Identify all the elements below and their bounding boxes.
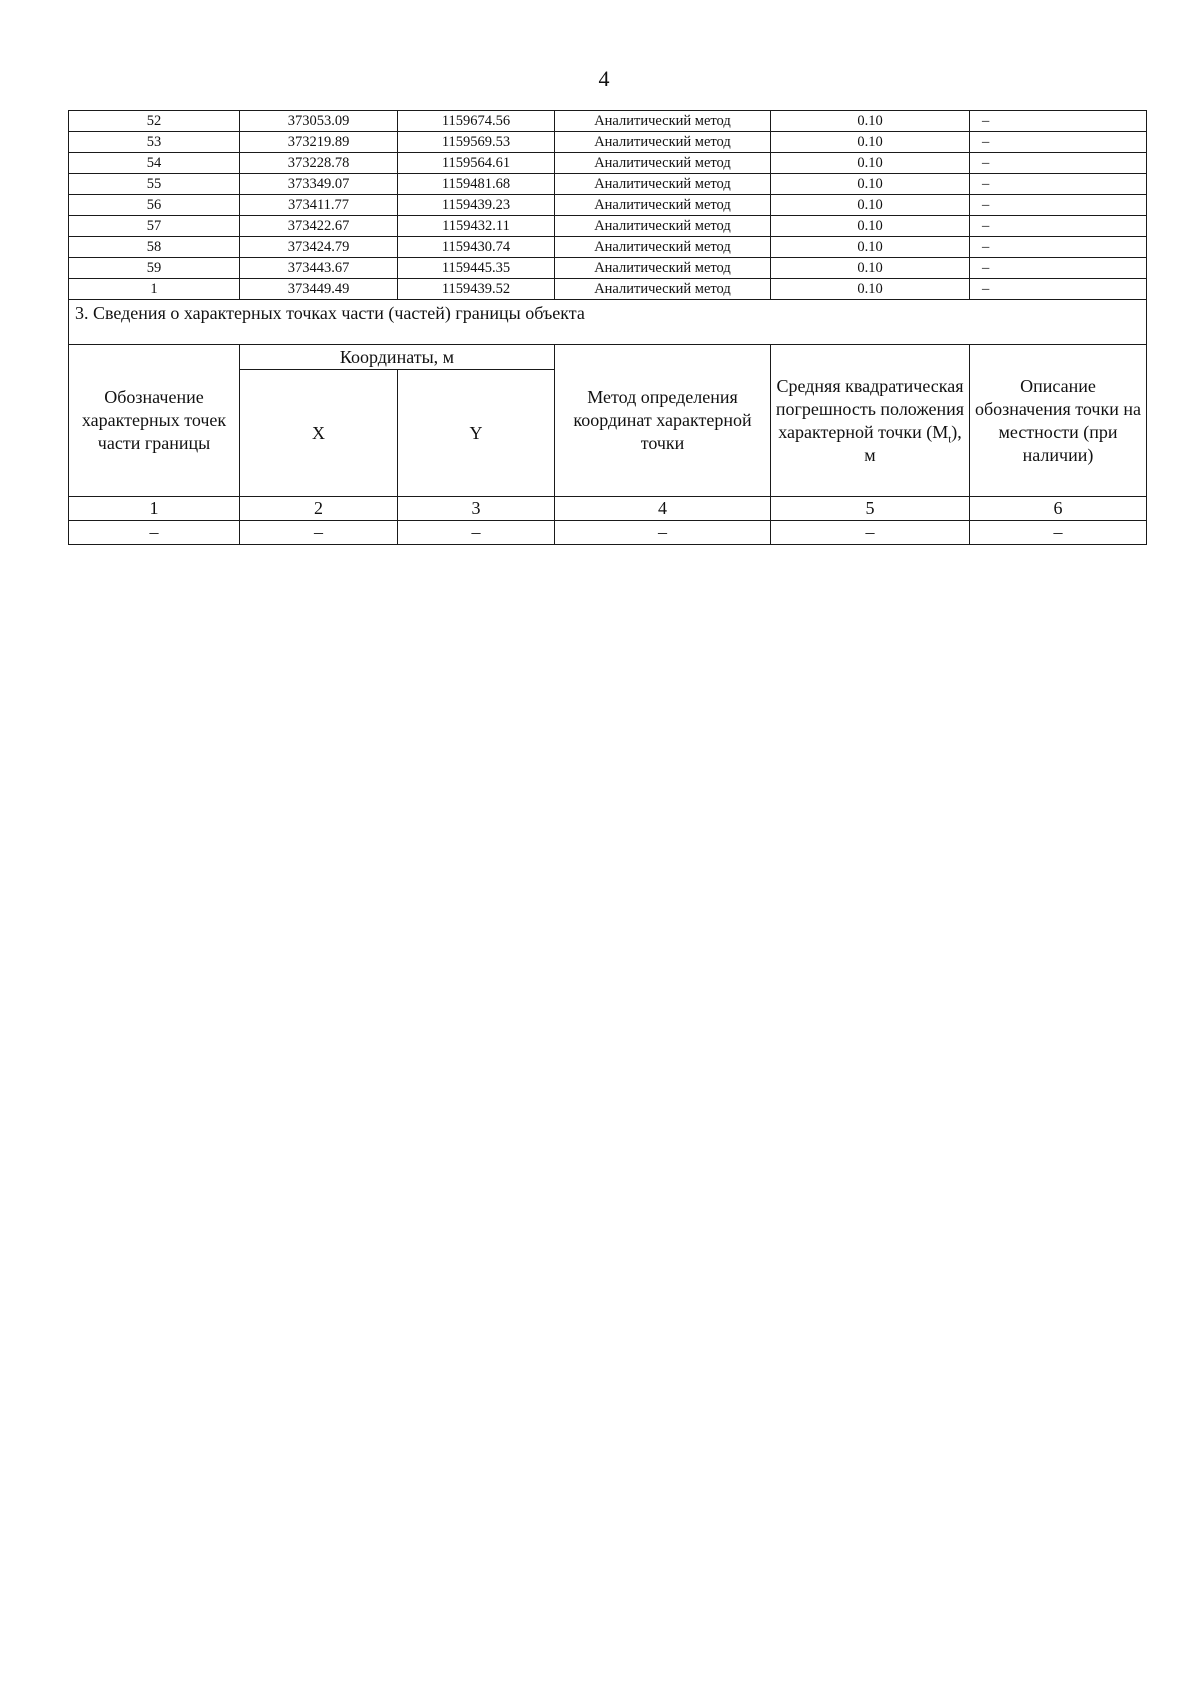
page-number: 4 <box>598 66 610 91</box>
point-x-cell: 373228.78 <box>240 153 398 174</box>
point-method-cell: Аналитический метод <box>555 174 771 195</box>
point-y-cell: 1159430.74 <box>398 237 555 258</box>
column-number: 3 <box>398 497 555 521</box>
empty-cell: – <box>771 521 970 545</box>
point-id-cell: 59 <box>69 258 240 279</box>
point-note-cell: – <box>970 174 1147 195</box>
point-id-cell: 54 <box>69 153 240 174</box>
point-accuracy-cell: 0.10 <box>771 195 970 216</box>
point-note-cell: – <box>970 216 1147 237</box>
point-x-cell: 373443.67 <box>240 258 398 279</box>
table-row <box>69 258 1147 279</box>
column-number: 5 <box>771 497 970 521</box>
point-x-cell: 373219.89 <box>240 132 398 153</box>
point-y-cell: 1159481.68 <box>398 174 555 195</box>
point-id-cell: 57 <box>69 216 240 237</box>
point-y-cell: 1159445.35 <box>398 258 555 279</box>
point-note-cell: – <box>970 279 1147 300</box>
section-3-title: 3. Сведения о характерных точках части (частей) границы объекта <box>69 300 1147 345</box>
header-accuracy-text: Средняя квадратическая погрешность положения характерной точки (M <box>775 375 965 442</box>
point-note-cell: – <box>970 195 1147 216</box>
boundary-points-table <box>68 110 1147 545</box>
column-number: 2 <box>240 497 398 521</box>
table-row <box>69 132 1147 153</box>
point-note-cell: – <box>970 132 1147 153</box>
point-accuracy-cell: 0.10 <box>771 132 970 153</box>
header-y: Y <box>398 370 555 497</box>
point-method-cell: Аналитический метод <box>555 258 771 279</box>
point-method-cell: Аналитический метод <box>555 153 771 174</box>
header-description: Описание обозначения точки на местности (при наличии) <box>970 345 1147 497</box>
point-x-cell: 373349.07 <box>240 174 398 195</box>
column-numbers-row <box>69 497 1147 521</box>
points-table-body <box>69 111 1147 300</box>
table-row <box>69 216 1147 237</box>
header-accuracy-subscript: t <box>948 433 952 446</box>
column-number: 6 <box>970 497 1147 521</box>
header-coordinates: Координаты, м <box>240 345 555 370</box>
point-id-cell: 52 <box>69 111 240 132</box>
table-row <box>69 153 1147 174</box>
point-id-cell: 56 <box>69 195 240 216</box>
point-note-cell: – <box>970 237 1147 258</box>
section-3-title-row <box>69 300 1147 345</box>
point-accuracy-cell: 0.10 <box>771 216 970 237</box>
point-method-cell: Аналитический метод <box>555 111 771 132</box>
point-accuracy-cell: 0.10 <box>771 237 970 258</box>
point-y-cell: 1159569.53 <box>398 132 555 153</box>
header-accuracy <box>771 345 970 497</box>
point-x-cell: 373053.09 <box>240 111 398 132</box>
header-designation: Обозначение характерных точек части границы <box>69 345 240 497</box>
table-row <box>69 237 1147 258</box>
column-number: 1 <box>69 497 240 521</box>
section-3 <box>69 300 1147 545</box>
empty-cell: – <box>240 521 398 545</box>
point-note-cell: – <box>970 258 1147 279</box>
point-method-cell: Аналитический метод <box>555 216 771 237</box>
header-accuracy-unit: ), м <box>864 421 962 465</box>
point-id-cell: 58 <box>69 237 240 258</box>
point-accuracy-cell: 0.10 <box>771 111 970 132</box>
point-y-cell: 1159674.56 <box>398 111 555 132</box>
header-x: X <box>240 370 398 497</box>
point-x-cell: 373424.79 <box>240 237 398 258</box>
empty-cell: – <box>69 521 240 545</box>
point-accuracy-cell: 0.10 <box>771 174 970 195</box>
point-y-cell: 1159439.23 <box>398 195 555 216</box>
point-note-cell: – <box>970 111 1147 132</box>
point-method-cell: Аналитический метод <box>555 237 771 258</box>
point-note-cell: – <box>970 153 1147 174</box>
empty-cell: – <box>555 521 771 545</box>
point-accuracy-cell: 0.10 <box>771 258 970 279</box>
point-id-cell: 55 <box>69 174 240 195</box>
table-row <box>69 279 1147 300</box>
point-accuracy-cell: 0.10 <box>771 153 970 174</box>
empty-cell: – <box>970 521 1147 545</box>
table-row <box>69 174 1147 195</box>
point-x-cell: 373411.77 <box>240 195 398 216</box>
point-x-cell: 373449.49 <box>240 279 398 300</box>
point-id-cell: 1 <box>69 279 240 300</box>
empty-cell: – <box>398 521 555 545</box>
point-id-cell: 53 <box>69 132 240 153</box>
point-x-cell: 373422.67 <box>240 216 398 237</box>
point-y-cell: 1159432.11 <box>398 216 555 237</box>
empty-data-row <box>69 521 1147 545</box>
column-number: 4 <box>555 497 771 521</box>
table-row <box>69 111 1147 132</box>
point-y-cell: 1159439.52 <box>398 279 555 300</box>
point-method-cell: Аналитический метод <box>555 195 771 216</box>
section-3-header-row-top <box>69 345 1147 370</box>
point-method-cell: Аналитический метод <box>555 279 771 300</box>
point-method-cell: Аналитический метод <box>555 132 771 153</box>
point-y-cell: 1159564.61 <box>398 153 555 174</box>
point-accuracy-cell: 0.10 <box>771 279 970 300</box>
header-method: Метод определения координат характерной точки <box>555 345 771 497</box>
table-row <box>69 195 1147 216</box>
